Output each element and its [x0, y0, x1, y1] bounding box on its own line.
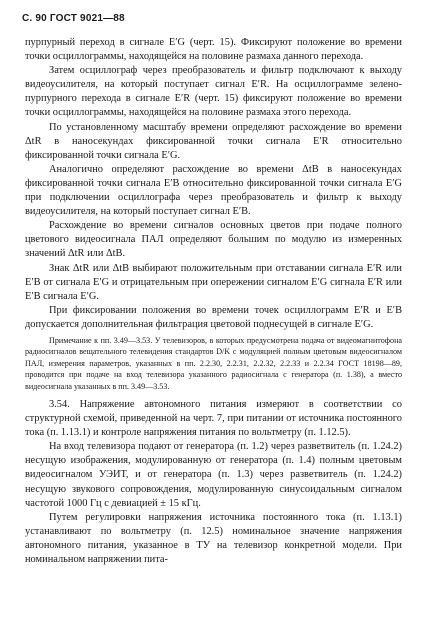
paragraph: Затем осциллограф через преобразователь и фильтр подключают к выходу видеоусилителя, на который поступает сигнал E′R. На осциллограмме зелено-пурпурного перехода в сигнале E′R (черт. 15) фиксируют положение во времени точки осциллограммы, находящейся на половине размаха этого перехода. — [25, 65, 402, 119]
paragraph: По установленному масштабу времени определяют расхождение во времени ΔtR в наносекундах фиксированной точки сигнала E′R относительно фиксированной точки сигнала E′G. — [25, 121, 402, 161]
paragraph: Путем регулировки напряжения источника постоянного тока (п. 1.13.1) устанавливают по вольтметру (п. 12.5) номинальное значение напряжения автономного питания, указанное в ТУ на телевизор конкретной модели. При номинальном напряжении пита- — [25, 511, 402, 566]
paragraph: На вход телевизора подают от генератора (п. 1.2) через разветвитель (п. 1.24.2) несущую изображения, модулированную от генератора (п. 1.4) полным цветовым видеосигналом УЭИТ, и от генератора (п. 1.3) через разветвитель (п. 1.24.2) несущую звукового сопровождения, модулированную синусоидальным сигналом частотой 1000 Гц с девиацией ± 15 кГц. — [25, 441, 402, 509]
section-3-54 — [25, 398, 402, 567]
paragraph: пурпурный переход в сигнале E′G (черт. 15). Фиксируют положение во времени точки осциллограммы, находящейся на половине размаха данного перехода. — [25, 37, 402, 63]
document-body — [25, 36, 402, 567]
paragraph: При фиксировании положения во времени точек осциллограмм E′R и E′B допускается дополнительная фильтрация цветовой поднесущей в сигнале E′G. — [25, 304, 402, 330]
page-header: С. 90 ГОСТ 9021—88 — [22, 13, 125, 24]
paragraph: Аналогично определяют расхождение во времени ΔtB в наносекундах фиксированной точки сигнала E′B относительно фиксированной точки сигнала E′G при подключении осциллографа через преобразователь и фильтр к выходу видеоусилителя, на который поступает сигнал E′B. — [25, 163, 402, 218]
note-block — [25, 335, 402, 392]
paragraph: Знак ΔtR или ΔtB выбирают положительным при отставании сигнала E′R или E′B от сигнала E′G и отрицательным при опережении сигналом E′G сигнала E′R или E′B сигнала E′G. — [25, 262, 402, 302]
paragraph: Расхождение во времени сигналов основных цветов при подаче полного цветового видеосигнала ПАЛ определяют большим по модулю из измеренных значений ΔtR или ΔtB. — [25, 220, 402, 260]
paragraph: 3.54. Напряжение автономного питания измеряют в соответствии со структурной схемой, приведенной на черт. 7, при питании от источника постоянного тока (п. 1.13.1) и контроле напряжения питания по вольтметру (п. 1.12.5). — [25, 399, 402, 439]
note-text: Примечание к пп. 3.49—3.53. У телевизоров, в которых предусмотрена подача от видеомагнитофона радиосигналов вещательного телевидения стандартов D/K с модуляцией полным цветовым видеосигналом ПАЛ, измерения параметров, указанных в пп. 2.2.30, 2.2.31, 2.2.32, 2.2.33 и 2.2.34 ГОСТ 18198—89, проводится при подаче на вход телевизора указанного радиосигнала с генератора (п. 1.38), а вместо видеосигнала указанных в пп. 3.49—3.53. — [25, 335, 402, 391]
